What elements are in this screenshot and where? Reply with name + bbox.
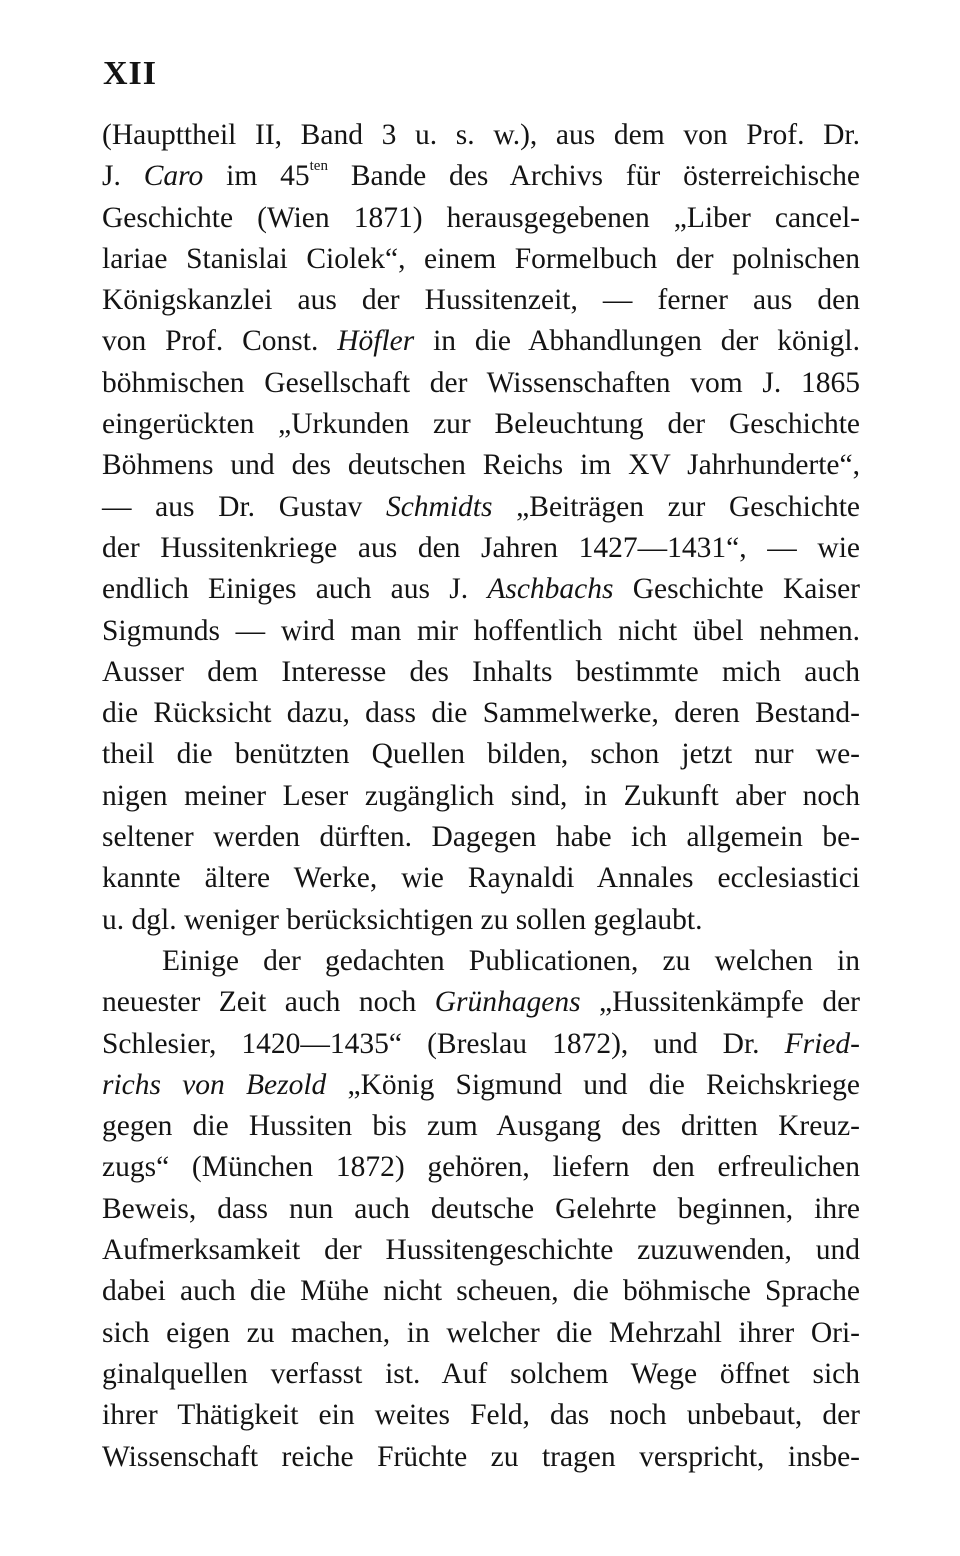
text-line [102,900,860,941]
text-line [102,1189,860,1230]
text-segment: Geschichte Kaiser [613,573,860,606]
text-segment: Ausser dem Interesse des Inhalts bestimmte mich auch [102,655,860,688]
text-segment: „Hussitenkämpfe der [580,986,860,1019]
text-line [102,1354,860,1395]
text-segment: im 45 [203,160,310,193]
text-segment: endlich Einiges auch aus J. [102,573,488,606]
text-segment: von Prof. Const. [102,325,338,358]
text-line [102,693,860,734]
text-line [102,982,860,1023]
text-segment: ihrer Thätigkeit ein weites Feld, das noch unbebaut, der [102,1399,860,1432]
text-line [102,280,860,321]
text-line [102,445,860,486]
text-segment: ginalquellen verfasst ist. Auf solchem Wege öffnet sich [102,1357,860,1390]
text-segment: in die Abhandlungen der königl. [414,325,860,358]
text-segment: (Haupttheil II, Band 3 u. s. w.), aus dem von Prof. Dr. [102,119,860,151]
text-segment: Beweis, dass nun auch deutsche Gelehrte beginnen, ihre [102,1192,860,1225]
text-line [102,734,860,775]
text-segment: lariae Stanislai Ciolek“, einem Formelbuch der polnischen [102,242,860,275]
text-segment: Schlesier, 1420—1435“ (Breslau 1872), und Dr. [102,1027,785,1060]
text-line [102,1065,860,1106]
text-line [102,611,860,652]
text-segment: nigen meiner Leser zugänglich sind, in Zukunft aber noch [102,779,860,812]
italic-name: Höfler [337,325,415,358]
text-segment: gegen die Hussiten bis zum Ausgang des dritten Kreuz- [102,1110,860,1143]
italic-name: Fried- [784,1027,860,1060]
text-line [102,858,860,899]
text-segment: J. [102,160,144,193]
superscript: ten [309,158,328,175]
text-segment: kannte ältere Werke, wie Raynaldi Annales ecclesiastici [102,862,860,895]
text-line [102,239,860,280]
text-line [102,363,860,404]
text-line [102,941,860,982]
text-line [102,156,860,197]
text-line [102,528,860,569]
text-line [102,652,860,693]
text-segment: — aus Dr. Gustav [102,490,386,523]
text-line [102,404,860,445]
text-segment: theil die benützten Quellen bilden, schon jetzt nur we- [102,738,860,771]
text-segment: Einige der gedachten Publicationen, zu welchen in [162,944,860,977]
text-segment: seltener werden dürften. Dagegen habe ich allgemein be- [102,821,860,854]
text-segment: die Rücksicht dazu, dass die Sammelwerke, deren Bestand- [102,697,860,730]
text-line [102,1271,860,1312]
text-line [102,321,860,362]
text-segment: Böhmens und des deutschen Reichs im XV Jahrhunderte“, [102,449,860,482]
text-segment: Bande des Archivs für österreichische [327,160,860,193]
text-segment: Aufmerksamkeit der Hussitengeschichte zuzuwenden, und [102,1234,860,1267]
text-segment: zugs“ (München 1872) gehören, liefern den erfreulichen [102,1151,860,1184]
body-text [102,115,860,1478]
text-line [102,569,860,610]
text-line [102,487,860,528]
text-segment: böhmischen Gesellschaft der Wissenschaften vom J. 1865 [102,366,860,399]
text-line [102,1313,860,1354]
text-line [102,1395,860,1436]
page-number: XII [103,55,158,92]
text-line [102,776,860,817]
text-line [102,1437,860,1478]
text-segment: „Beiträgen zur Geschichte [492,490,860,523]
text-line [102,1106,860,1147]
text-line [102,1024,860,1065]
text-line [102,1147,860,1188]
italic-name: Aschbachs [487,573,614,606]
text-segment: dabei auch die Mühe nicht scheuen, die böhmische Sprache [102,1275,860,1308]
text-line [102,1230,860,1271]
text-segment: Königskanzlei aus der Hussitenzeit, — ferner aus den [102,284,860,317]
italic-name: Grünhagens [434,986,581,1019]
text-line [102,817,860,858]
italic-name: Schmidts [385,490,493,523]
text-segment: Geschichte (Wien 1871) herausgegebenen „Liber cancel- [102,201,860,234]
italic-name: richs von Bezold [102,1068,327,1101]
text-segment: sich eigen zu machen, in welcher die Mehrzahl ihrer Ori- [102,1316,860,1349]
text-line [102,198,860,239]
text-segment: neuester Zeit auch noch [102,986,435,1019]
text-line [102,115,860,156]
text-segment: der Hussitenkriege aus den Jahren 1427—1431“, — wie [102,531,860,564]
text-segment: „König Sigmund und die Reichskriege [326,1068,860,1101]
text-segment: u. dgl. weniger berücksichtigen zu sollen geglaubt. [102,903,703,936]
text-segment: eingerückten „Urkunden zur Beleuchtung der Geschichte [102,408,860,441]
text-segment: Sigmunds — wird man mir hoffentlich nicht übel nehmen. [102,614,860,647]
text-segment: Wissenschaft reiche Früchte zu tragen verspricht, insbe- [102,1440,860,1473]
italic-name: Caro [143,160,204,193]
